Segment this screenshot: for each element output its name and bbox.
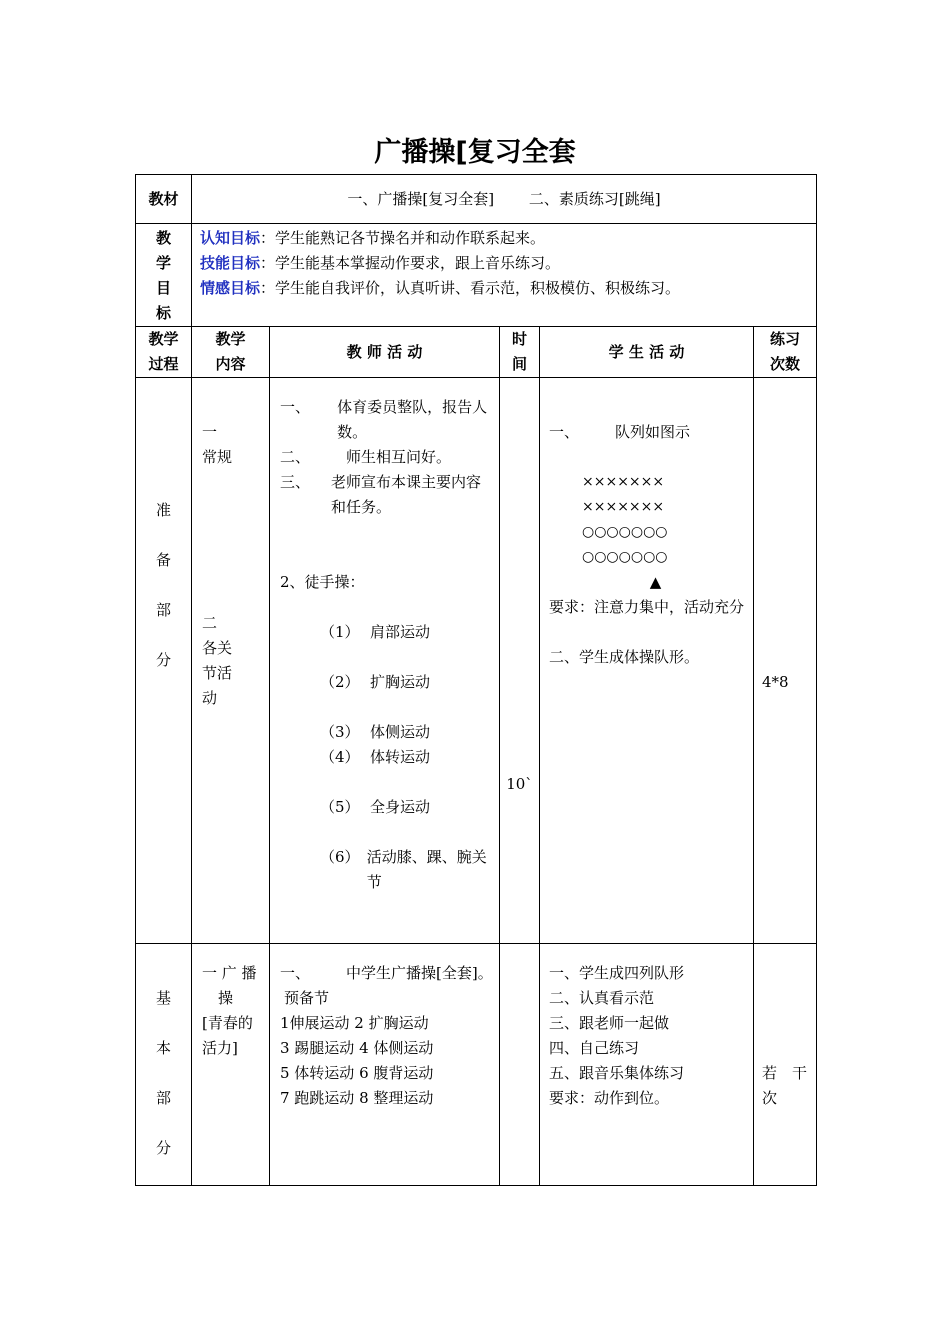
col-time: 时 间 (500, 327, 540, 378)
exercise-3: （3） 体侧运动 (320, 723, 431, 741)
prep-content (192, 378, 270, 944)
objective-skill: 技能目标：学生能基本掌握动作要求，跟上音乐练习。 (200, 254, 561, 272)
exercise-1: （1） 肩部运动 (320, 623, 431, 641)
formation-row-4: ○○○○○○○ (582, 549, 668, 565)
exercise-4: （4） 体转运动 (320, 748, 431, 766)
col-process: 教学 过程 (136, 327, 192, 378)
basic-teacher: 一、 中学生广播操[全套]。 预备节 1伸展运动 2 扩胸运动 3 踢腿运动 4 体侧运动 5 体转运动 6 腹背运动 7 跑跳运动 8 整理运动 (270, 944, 500, 1186)
prep-process: 准 备 部 分 (136, 378, 192, 944)
prep-content-routine: 一 常规 (202, 423, 233, 466)
formation-row-1: ××××××× (582, 474, 665, 490)
prep-content-joints: 二 各关 节活 动 (202, 614, 233, 707)
prep-requirement: 要求：注意力集中，活动充分 (549, 598, 745, 616)
formation-diagram (549, 470, 747, 570)
objectives-label: 教 学 目 标 (136, 224, 192, 327)
col-student: 学 生 活 动 (540, 327, 754, 378)
basic-teacher-item: 一、 中学生广播操[全套]。 (280, 964, 493, 982)
basic-student: 一、学生成四列队形 二、认真看示范 三、跟老师一起做 四、自己练习 五、跟音乐集体练习 要求：动作到位。 (540, 944, 754, 1186)
col-teacher: 教 师 活 动 (270, 327, 500, 378)
student-item-1: 一、 队列如图示 (549, 423, 691, 441)
objective-cognitive: 认知目标：学生能熟记各节操名并和动作联系起来。 (200, 229, 546, 247)
materials-value: 一、广播操[复习全套] 二、素质练习[跳绳] (192, 175, 817, 224)
basic-process: 基 本 部 分 (136, 944, 192, 1186)
exercise-5: （5） 全身运动 (320, 798, 431, 816)
teacher-item-2: 二、 师生相互问好。 (280, 448, 452, 466)
objectives-list (192, 224, 817, 327)
exercise-title: 2、徒手操： (280, 573, 365, 591)
basic-content: 一 广 播 操 [青春的 活力] (192, 944, 270, 1186)
prep-count: 4*8 (754, 378, 817, 944)
prep-time: 10` (500, 378, 540, 944)
materials-label: 教材 (136, 175, 192, 224)
student-item-2: 二、学生成体操队形。 (549, 648, 700, 666)
exercise-6: （6） 活动膝、踝、腕关节 (320, 848, 487, 891)
col-count: 练习 次数 (754, 327, 817, 378)
basic-time (500, 944, 540, 1186)
prep-teacher (270, 378, 500, 944)
exercise-2: （2） 扩胸运动 (320, 673, 431, 691)
formation-row-2: ××××××× (582, 499, 665, 515)
col-content: 教学 内容 (192, 327, 270, 378)
objective-emotional: 情感目标：学生能自我评价，认真听讲、看示范，积极模仿、积极练习。 (200, 279, 681, 297)
teacher-item-1: 一、 体育委员整队，报告人数。 (280, 398, 488, 441)
formation-row-3: ○○○○○○○ (582, 524, 668, 540)
teacher-item-3: 三、 老师宣布本课主要内容和任务。 (280, 473, 481, 516)
page-title: 广播操[复习全套 (374, 137, 576, 168)
prep-student (540, 378, 754, 944)
teacher-position-icon: ▲ (649, 573, 662, 591)
basic-count: 若 干 次 (754, 944, 817, 1186)
lesson-plan-table (135, 174, 817, 1186)
